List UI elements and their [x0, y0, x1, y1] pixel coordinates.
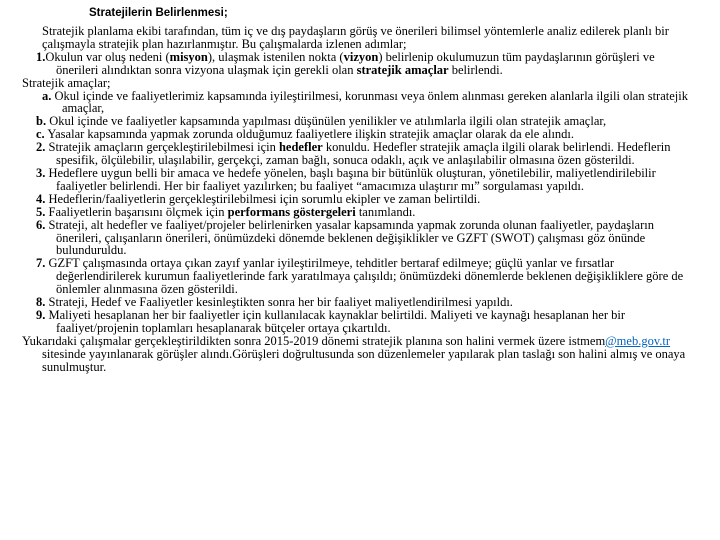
- closing-paragraph: Yukarıdaki çalışmalar gerçekleştirildikten sonra 2015-2019 dönemi stratejik planına son halini vermek üzere istmem@meb.gov.tr sitesinde yayınlanarak görüşler alındı.Görüşleri doğrultusunda son düzenlemeler yapılarak plan taslağı son halini almış ve onaya sunulmuştur.: [22, 333, 686, 374]
- list-item-8: 8. Strateji, Hedef ve Faaliyetler kesinleştikten sonra her bir faaliyet maliyetlendirilmesi yapıldı.: [36, 295, 513, 310]
- email-link[interactable]: @meb.gov.tr: [605, 333, 671, 348]
- list-item-9: 9. Maliyeti hesaplanan her bir faaliyetler için kullanılacak kaynaklar belirtildi. Maliyeti ve kaynağı hesaplanan her bir faaliyet/projenin toplamları hesaplanarak bütçeler ortaya çıkartıldı.: [36, 307, 626, 335]
- list-item-6: 6. Strateji, alt hedefler ve faaliyet/projeler belirlenirken yasalar kapsamında yapmak zorunda olunan faaliyetler, paydaşların önerileri, çalışanların önerileri, önümüzdeki dönemde beklenen değişiklikler ve GZFT (SWOT) çalışması göz önünde bulunduruldu.: [36, 217, 654, 258]
- list-item-1: 1.Okulun var oluş nedeni (misyon), ulaşmak istenilen nokta (vizyon) belirlenip okulumuzun tüm paydaşlarının görüşleri ve önerileri alındıktan sonra vizyona ulaşmak için gerekli olan stratejik amaçlar belirlendi.: [36, 49, 655, 77]
- list-item-4: 4. Hedeflerin/faaliyetlerin gerçekleştirilebilmesi için sorumlu ekipler ve zaman belirtildi.: [36, 191, 481, 206]
- list-item-b: b. Okul içinde ve faaliyetler kapsamında yapılması düşünülen yenilikler ve atılımlarla ilgili olan stratejik amaçlar,: [36, 114, 607, 129]
- list-item-5: 5. Faaliyetlerin başarısını ölçmek için performans göstergeleri tanımlandı.: [36, 204, 416, 219]
- intro-paragraph: Stratejik planlama ekibi tarafından, tüm iç ve dış paydaşların görüş ve önerileri bilimsel yöntemlerle analiz edilerek planlı bir çalışmayla stratejik plan hazırlanmıştır. Bu çalışmalarda izlenen adımlar;: [42, 24, 669, 51]
- list-item-c: c. Yasalar kapsamında yapmak zorunda olduğumuz faaliyetlere ilişkin stratejik amaçlar olarak da ele alındı.: [36, 127, 575, 142]
- list-item-a: a. Okul içinde ve faaliyetlerimiz kapsamında iyileştirilmesi, korunması veya önlem alınması gereken alanlarla ilgili olan stratejik amaçlar,: [42, 88, 688, 116]
- strategic-goals-label: Stratejik amaçlar;: [22, 75, 111, 90]
- section-title: Stratejilerin Belirlenmesi;: [89, 7, 228, 19]
- list-item-7: 7. GZFT çalışmasında ortaya çıkan zayıf yanlar iyileştirilmeye, tehditler bertaraf edilmeye; güçlü yanlar ve fırsatlar değerlendirilerek kurumun faaliyetlerinde fark yaratılmaya çalışıldı; önümüzdeki dönemlerde beklenen değişikliklere göre de önlemler alınmasına özen gösterildi.: [36, 256, 684, 297]
- list-item-3: 3. Hedeflere uygun belli bir amaca ve hedefe yönelen, başlı başına bir bütünlük oluşturan, yönetilebilir, maliyetlendirilebilir faaliyetler belirlendi. Her bir faaliyet yazılırken; bu faaliyet “amacımıza ulaştırır mı” sorgulaması yapıldı.: [36, 165, 656, 193]
- list-item-2: 2. Stratejik amaçların gerçekleştirilebilmesi için hedefler konuldu. Hedefler stratejik amaçla ilgili olarak belirlendi. Hedeflerin spesifik, ölçülebilir, ulaşılabilir, gerçekçi, zaman bağlı, sonuca odaklı, açık ve anlaşılabilir olmasına özen gösterildi.: [36, 140, 671, 168]
